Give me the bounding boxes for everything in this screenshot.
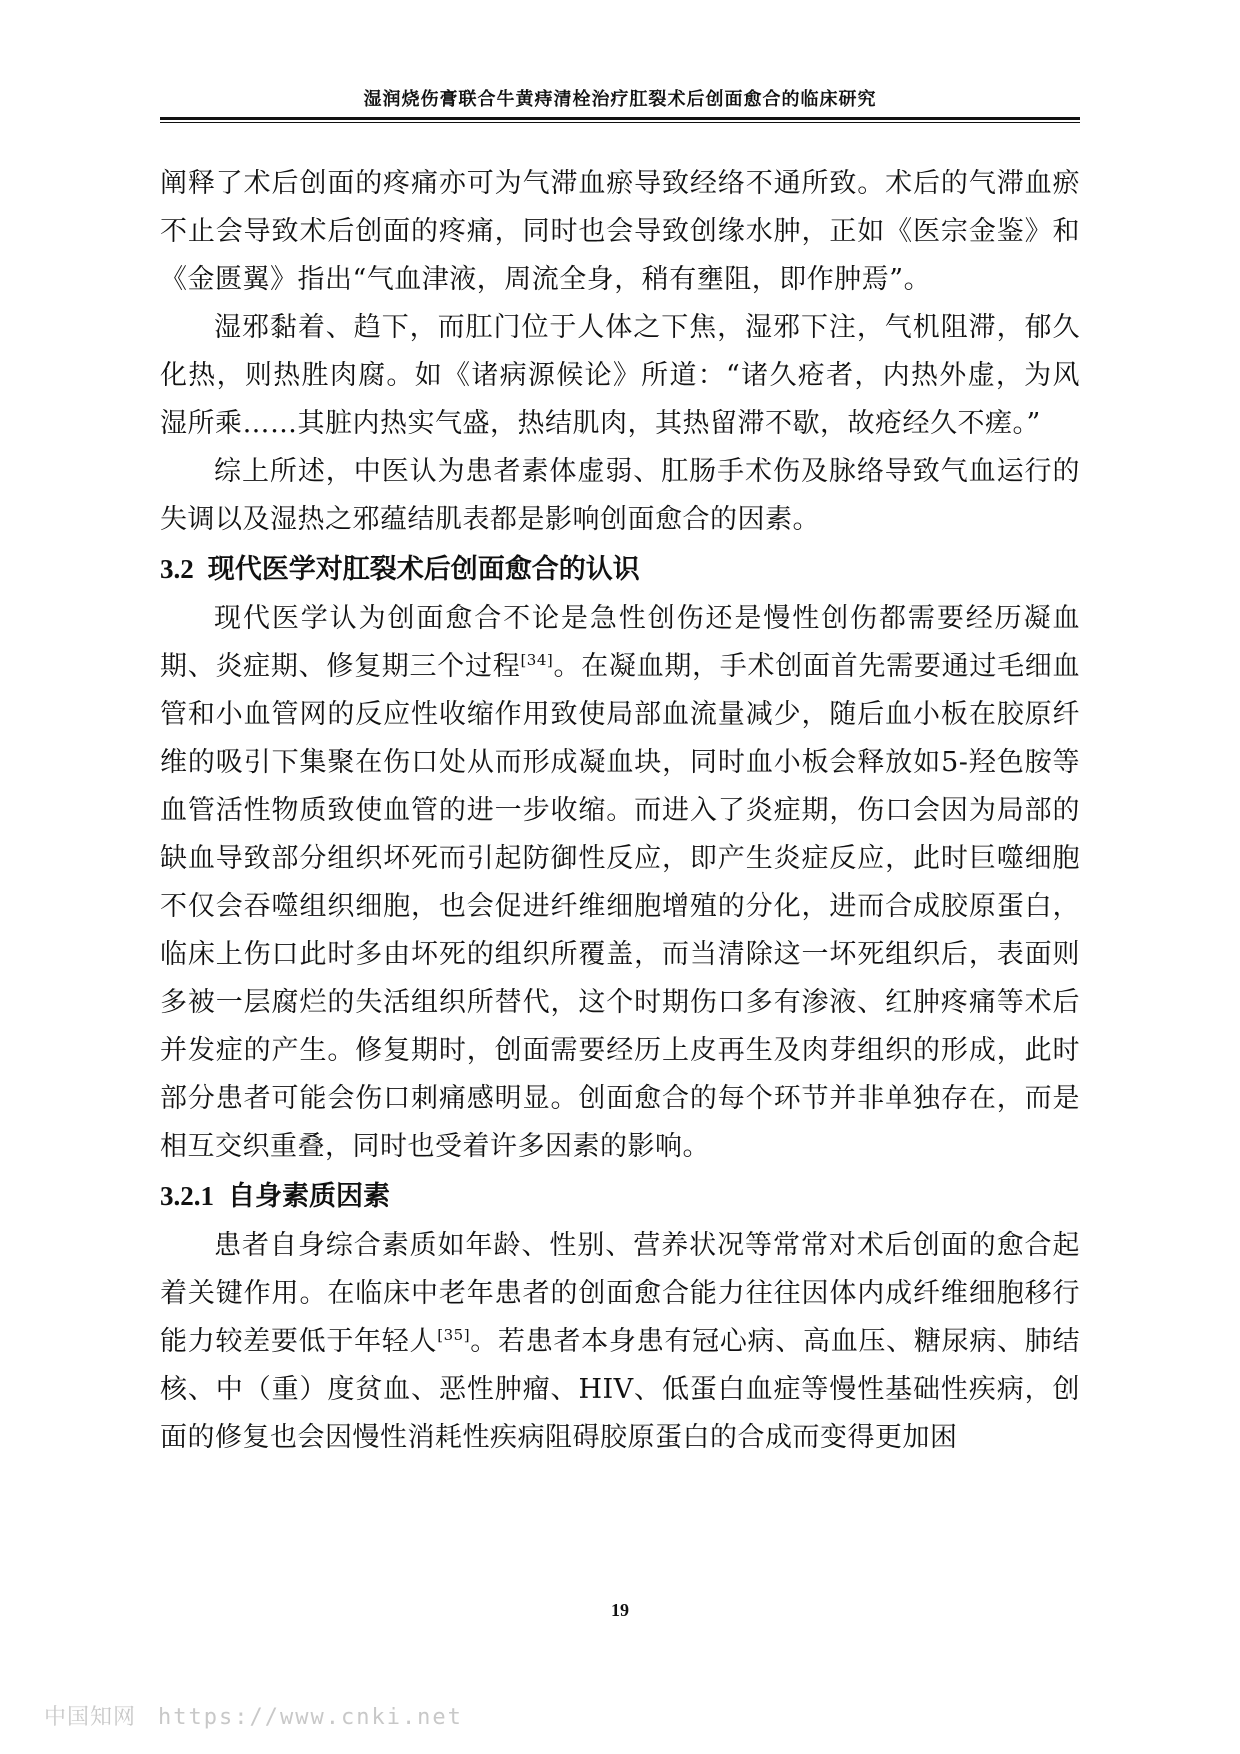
paragraph-damp-evil: 湿邪黏着、趋下，而肛门位于人体之下焦，湿邪下注，气机阻滞，郁久化热，则热胜肉腐。如《诸病源候论》所道：“诸久疮者，内热外虚，为风湿所乘……其脏内热实气盛，热结肌肉，其热留滞不歇，故疮经久不瘥。”	[160, 312, 1080, 439]
section-title: 现代医学对肛裂术后创面愈合的认识	[207, 554, 640, 585]
body-text	[160, 160, 1080, 1462]
paragraph-modern-medicine	[160, 595, 1080, 1171]
watermark-url: https://www.cnki.net	[158, 1705, 463, 1730]
section-heading-3-2	[160, 544, 1080, 595]
section-heading-3-2-1	[160, 1171, 1080, 1222]
citation: [35]	[437, 1326, 471, 1344]
watermark-text: 中国知网	[44, 1705, 137, 1730]
paragraph-text: 患者自身综合素质如年龄、性别、营养状况等常常对术后创面的愈合起着关键作用。在临床中老年患者的创面愈合能力往往因体内成纤维细胞移行能力较差要低于年轻人	[160, 1230, 1080, 1357]
header-rule-thin	[160, 122, 1080, 123]
page-number: 19	[611, 1600, 629, 1620]
paragraph-summary: 综上所述，中医认为患者素体虚弱、肛肠手术伤及脉络导致气血运行的失调以及湿热之邪蕴结肌表都是影响创面愈合的因素。	[160, 456, 1080, 535]
paragraph-text: 。在凝血期，手术创面首先需要通过毛细血管和小血管网的反应性收缩作用致使局部血流量减少，随后血小板在胶原纤维的吸引下集聚在伤口处从而形成凝血块，同时血小板会释放如5-羟色胺等血管活性物质致使血管的进一步收缩。而进入了炎症期，伤口会因为局部的缺血导致部分组织坏死而引起防御性反应，即产生炎症反应，此时巨噬细胞不仅会吞噬组织细胞，也会促进纤维细胞增殖的分化，进而合成胶原蛋白，临床上伤口此时多由坏死的组织所覆盖，而当清除这一坏死组织后，表面则多被一层腐烂的失活组织所替代，这个时期伤口多有渗液、红肿疼痛等术后并发症的产生。修复期时，创面需要经历上皮再生及肉芽组织的形成，此时部分患者可能会伤口刺痛感明显。创面愈合的每个环节并非单独存在，而是相互交织重叠，同时也受着许多因素的影响。	[160, 651, 1081, 1162]
header-rule-thick	[160, 117, 1080, 120]
section-number: 3.2	[160, 554, 194, 584]
cnki-watermark	[44, 1700, 463, 1731]
section-number: 3.2.1	[160, 1181, 214, 1211]
paragraph-text: 。若患者本身患有冠心病、高血压、糖尿病、肺结核、中（重）度贫血、恶性肿瘤、HIV、低蛋白血症等慢性基础性疾病，创面的修复也会因慢性消耗性疾病阻碍胶原蛋白的合成而变得更加困	[160, 1326, 1081, 1453]
citation: [34]	[520, 651, 554, 669]
running-header: 湿润烧伤膏联合牛黄痔清栓治疗肛裂术后创面愈合的临床研究	[363, 89, 877, 110]
paragraph-text: 现代医学认为创面愈合不论是急性创伤还是慢性创伤都需要经历凝血期、炎症期、修复期三个过程	[160, 603, 1080, 682]
paragraph-self-quality	[160, 1222, 1080, 1462]
paragraph-continued: 阐释了术后创面的疼痛亦可为气滞血瘀导致经络不通所致。术后的气滞血瘀不止会导致术后创面的疼痛，同时也会导致创缘水肿，正如《医宗金鉴》和《金匮翼》指出“气血津液，周流全身，稍有壅阻，即作肿焉”。	[160, 168, 1080, 295]
section-title: 自身素质因素	[228, 1181, 390, 1212]
